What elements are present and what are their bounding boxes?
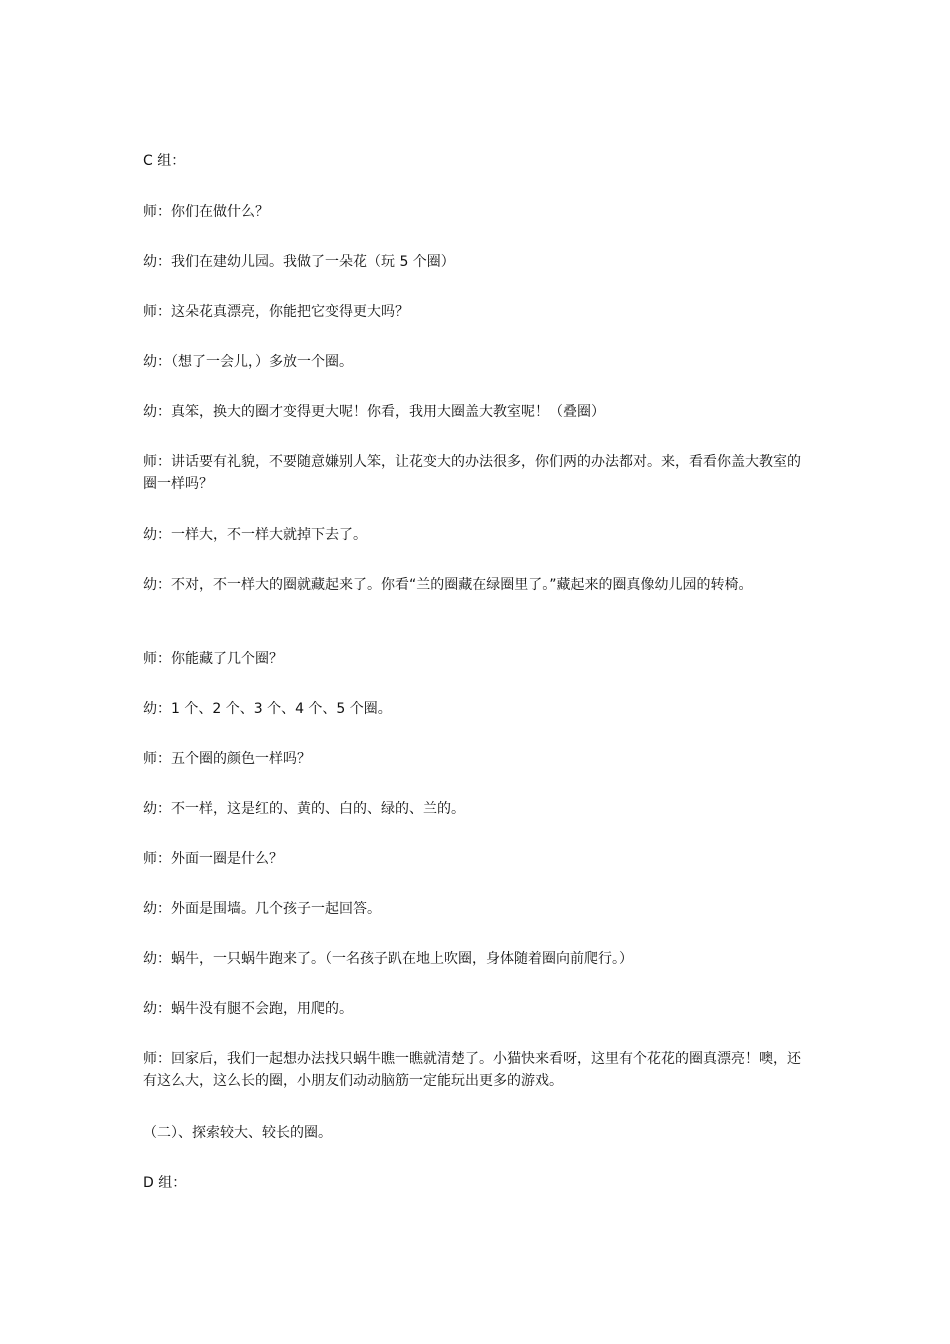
- dialogue-line: 幼：我们在建幼儿园。我做了一朵花（玩 5 个圈）: [143, 254, 455, 270]
- dialogue-line: 幼：不对，不一样大的圈就藏起来了。你看“兰的圈藏在绿圈里了。”藏起来的圈真像幼儿园的转椅。: [143, 577, 753, 593]
- dialogue-line: 师：回家后，我们一起想办法找只蜗牛瞧一瞧就清楚了。小猫快来看呀，这里有个花花的圈真漂亮！噢，还有这么大，这么长的圈，小朋友们动动脑筋一定能玩出更多的游戏。: [143, 1051, 801, 1089]
- dialogue-line: 幼：真笨，换大的圈才变得更大呢！你看，我用大圈盖大教室呢！（叠圈）: [143, 404, 605, 420]
- dialogue-line: 幼：1 个、2 个、3 个、4 个、5 个圈。: [143, 701, 392, 717]
- dialogue-line: 幼：一样大，不一样大就掉下去了。: [143, 527, 367, 543]
- dialogue-line: 幼：（想了一会儿，）多放一个圈。: [143, 354, 353, 370]
- dialogue-line: 幼：外面是围墙。几个孩子一起回答。: [143, 901, 381, 917]
- group-d-heading: D 组：: [143, 1175, 187, 1191]
- dialogue-line: 师：讲话要有礼貌，不要随意嫌别人笨，让花变大的办法很多，你们两的办法都对。来，看看你盖大教室的圈一样吗？: [143, 454, 801, 492]
- dialogue-line: 幼：蜗牛没有腿不会跑，用爬的。: [143, 1001, 353, 1017]
- dialogue-line: 师：五个圈的颜色一样吗？: [143, 751, 311, 767]
- dialogue-line: 幼：不一样，这是红的、黄的、白的、绿的、兰的。: [143, 801, 465, 817]
- dialogue-line: 师：你们在做什么？: [143, 204, 269, 220]
- dialogue-line: 幼：蜗牛，一只蜗牛跑来了。（一名孩子趴在地上吹圈，身体随着圈向前爬行。）: [143, 951, 633, 967]
- group-c-heading: C 组：: [143, 153, 186, 169]
- dialogue-line: 师：你能藏了几个圈？: [143, 651, 283, 667]
- dialogue-line: 师：外面一圈是什么？: [143, 851, 283, 867]
- section-heading: （二）、探索较大、较长的圈。: [143, 1125, 332, 1141]
- dialogue-line: 师：这朵花真漂亮，你能把它变得更大吗？: [143, 304, 409, 320]
